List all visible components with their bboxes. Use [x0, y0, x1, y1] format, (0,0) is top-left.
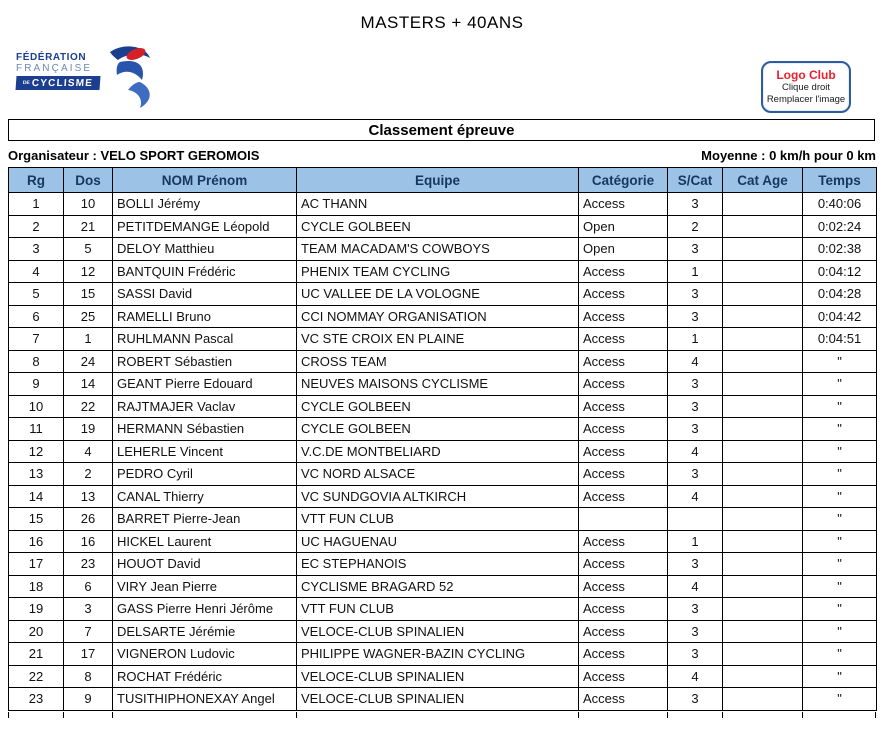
- table-row: [9, 485, 877, 508]
- cell-s-cat: 4: [668, 440, 723, 463]
- cell-rg: 1: [9, 193, 64, 216]
- cell-s-cat: 1: [668, 530, 723, 553]
- cell-s-cat: 3: [668, 688, 723, 711]
- cell-dos: 14: [64, 373, 113, 396]
- cell-s-cat: 4: [668, 350, 723, 373]
- cell-rg: 13: [9, 463, 64, 486]
- federation-logo-line2: FRANÇAISE: [16, 63, 93, 74]
- cell-dos: 3: [64, 598, 113, 621]
- cell-temps: ": [803, 440, 877, 463]
- cell-nom-prenom: GASS Pierre Henri Jérôme: [113, 598, 297, 621]
- federation-logo-line3: CYCLISME: [31, 77, 94, 89]
- cell-cat-age: [723, 643, 803, 666]
- cell-categorie: Access: [579, 485, 668, 508]
- cell-rg: 19: [9, 598, 64, 621]
- cell-equipe: VC NORD ALSACE: [297, 463, 579, 486]
- cell-temps: ": [803, 575, 877, 598]
- table-row: [9, 260, 877, 283]
- cell-temps: 0:02:38: [803, 238, 877, 261]
- cell-nom-prenom: LEHERLE Vincent: [113, 440, 297, 463]
- table-row: [9, 283, 877, 306]
- cell-categorie: Access: [579, 193, 668, 216]
- cell-categorie: Access: [579, 598, 668, 621]
- cell-dos: 7: [64, 620, 113, 643]
- cell-s-cat: 3: [668, 193, 723, 216]
- cell-nom-prenom: GEANT Pierre Edouard: [113, 373, 297, 396]
- table-row: [9, 530, 877, 553]
- cell-cat-age: [723, 350, 803, 373]
- cell-dos: 13: [64, 485, 113, 508]
- federation-logo-line1: FÉDÉRATION: [16, 52, 87, 63]
- table-row: [9, 350, 877, 373]
- cell-s-cat: 3: [668, 553, 723, 576]
- cell-cat-age: [723, 193, 803, 216]
- table-row: [9, 440, 877, 463]
- cell-categorie: Access: [579, 643, 668, 666]
- cell-nom-prenom: VIRY Jean Pierre: [113, 575, 297, 598]
- cell-equipe: PHILIPPE WAGNER-BAZIN CYCLING: [297, 643, 579, 666]
- cell-temps: ": [803, 463, 877, 486]
- cell-equipe: VTT FUN CLUB: [297, 508, 579, 531]
- cell-s-cat: 3: [668, 463, 723, 486]
- cell-temps: ": [803, 418, 877, 441]
- cell-nom-prenom: BANTQUIN Frédéric: [113, 260, 297, 283]
- cell-nom-prenom: VIGNERON Ludovic: [113, 643, 297, 666]
- cell-nom-prenom: SASSI David: [113, 283, 297, 306]
- cell-dos: 26: [64, 508, 113, 531]
- cell-temps: ": [803, 530, 877, 553]
- column-header-dos: Dos: [64, 168, 113, 193]
- cell-s-cat: 4: [668, 665, 723, 688]
- cell-equipe: VELOCE-CLUB SPINALIEN: [297, 665, 579, 688]
- cell-dos: 6: [64, 575, 113, 598]
- cyclist-swoosh-icon: [96, 44, 158, 110]
- cell-rg: 8: [9, 350, 64, 373]
- cell-categorie: Access: [579, 350, 668, 373]
- cell-temps: 0:04:28: [803, 283, 877, 306]
- cell-rg: 3: [9, 238, 64, 261]
- cell-equipe: VC STE CROIX EN PLAINE: [297, 328, 579, 351]
- cell-categorie: Access: [579, 395, 668, 418]
- table-row: [9, 373, 877, 396]
- table-row: [9, 238, 877, 261]
- table-row: [9, 598, 877, 621]
- cell-nom-prenom: ROBERT Sébastien: [113, 350, 297, 373]
- cell-categorie: [579, 508, 668, 531]
- cell-categorie: Open: [579, 215, 668, 238]
- column-header-cat-age: Cat Age: [723, 168, 803, 193]
- cell-s-cat: 3: [668, 283, 723, 306]
- cell-rg: 22: [9, 665, 64, 688]
- cell-rg: 21: [9, 643, 64, 666]
- cell-dos: 9: [64, 688, 113, 711]
- cell-nom-prenom: DELOY Matthieu: [113, 238, 297, 261]
- organizer-label: Organisateur : VELO SPORT GEROMOIS: [8, 147, 260, 163]
- cell-temps: ": [803, 485, 877, 508]
- table-row: [9, 328, 877, 351]
- cell-nom-prenom: PETITDEMANGE Léopold: [113, 215, 297, 238]
- cell-temps: 0:40:06: [803, 193, 877, 216]
- cell-s-cat: 3: [668, 643, 723, 666]
- cell-cat-age: [723, 665, 803, 688]
- cell-categorie: Access: [579, 620, 668, 643]
- cell-s-cat: 3: [668, 395, 723, 418]
- cell-nom-prenom: PEDRO Cyril: [113, 463, 297, 486]
- cell-equipe: V.C.DE MONTBELIARD: [297, 440, 579, 463]
- cell-dos: 5: [64, 238, 113, 261]
- cell-equipe: CCI NOMMAY ORGANISATION: [297, 305, 579, 328]
- cell-s-cat: 4: [668, 485, 723, 508]
- cell-temps: ": [803, 665, 877, 688]
- cell-cat-age: [723, 260, 803, 283]
- cell-cat-age: [723, 373, 803, 396]
- table-row: [9, 463, 877, 486]
- cell-s-cat: 4: [668, 575, 723, 598]
- cell-cat-age: [723, 530, 803, 553]
- cell-equipe: VC SUNDGOVIA ALTKIRCH: [297, 485, 579, 508]
- cell-categorie: Access: [579, 463, 668, 486]
- grid-stub: [578, 712, 579, 718]
- cell-categorie: Access: [579, 328, 668, 351]
- cell-rg: 2: [9, 215, 64, 238]
- cell-dos: 23: [64, 553, 113, 576]
- results-table-body: [9, 193, 877, 711]
- cell-categorie: Access: [579, 440, 668, 463]
- cell-cat-age: [723, 463, 803, 486]
- cell-equipe: CROSS TEAM: [297, 350, 579, 373]
- cell-categorie: Access: [579, 553, 668, 576]
- cell-temps: ": [803, 598, 877, 621]
- cell-temps: 0:04:12: [803, 260, 877, 283]
- cell-rg: 15: [9, 508, 64, 531]
- cell-dos: 17: [64, 643, 113, 666]
- cell-rg: 12: [9, 440, 64, 463]
- page-title: MASTERS + 40ANS: [360, 13, 524, 32]
- cell-rg: 16: [9, 530, 64, 553]
- table-row: [9, 553, 877, 576]
- cell-rg: 9: [9, 373, 64, 396]
- table-row: [9, 575, 877, 598]
- cell-categorie: Access: [579, 688, 668, 711]
- grid-stub: [63, 712, 64, 718]
- cell-equipe: UC HAGUENAU: [297, 530, 579, 553]
- grid-stub: [296, 712, 297, 718]
- cell-rg: 14: [9, 485, 64, 508]
- cell-equipe: PHENIX TEAM CYCLING: [297, 260, 579, 283]
- cell-equipe: CYCLE GOLBEEN: [297, 418, 579, 441]
- cell-dos: 21: [64, 215, 113, 238]
- cell-equipe: NEUVES MAISONS CYCLISME: [297, 373, 579, 396]
- average-label: Moyenne : 0 km/h pour 0 km: [701, 147, 876, 163]
- logo-club-line3: Remplacer l'image: [766, 94, 846, 105]
- cell-equipe: VELOCE-CLUB SPINALIEN: [297, 620, 579, 643]
- logo-club-line2: Clique droit: [781, 82, 831, 93]
- cell-equipe: VELOCE-CLUB SPINALIEN: [297, 688, 579, 711]
- cell-nom-prenom: RUHLMANN Pascal: [113, 328, 297, 351]
- grid-stub: [8, 712, 9, 718]
- cell-nom-prenom: HOUOT David: [113, 553, 297, 576]
- table-row: [9, 215, 877, 238]
- info-line: [8, 146, 876, 164]
- table-row: [9, 193, 877, 216]
- cell-equipe: UC VALLEE DE LA VOLOGNE: [297, 283, 579, 306]
- cell-categorie: Access: [579, 260, 668, 283]
- cell-s-cat: [668, 508, 723, 531]
- cell-equipe: CYCLE GOLBEEN: [297, 395, 579, 418]
- cell-temps: ": [803, 688, 877, 711]
- cell-categorie: Access: [579, 373, 668, 396]
- cell-dos: 15: [64, 283, 113, 306]
- cell-nom-prenom: HICKEL Laurent: [113, 530, 297, 553]
- cell-cat-age: [723, 418, 803, 441]
- cell-temps: ": [803, 643, 877, 666]
- cell-dos: 2: [64, 463, 113, 486]
- cell-cat-age: [723, 395, 803, 418]
- cell-s-cat: 2: [668, 215, 723, 238]
- grid-stub: [112, 712, 113, 718]
- table-row: [9, 688, 877, 711]
- cell-cat-age: [723, 620, 803, 643]
- cell-rg: 4: [9, 260, 64, 283]
- federation-logo-text: [16, 52, 106, 90]
- cell-dos: 10: [64, 193, 113, 216]
- column-header-temps: Temps: [803, 168, 877, 193]
- cell-dos: 24: [64, 350, 113, 373]
- cell-temps: ": [803, 508, 877, 531]
- cell-cat-age: [723, 215, 803, 238]
- cell-dos: 19: [64, 418, 113, 441]
- federation-logo-de: DE: [22, 79, 31, 86]
- cell-temps: ": [803, 350, 877, 373]
- cell-rg: 7: [9, 328, 64, 351]
- cell-nom-prenom: ROCHAT Frédéric: [113, 665, 297, 688]
- cell-nom-prenom: DELSARTE Jérémie: [113, 620, 297, 643]
- cell-dos: 1: [64, 328, 113, 351]
- cell-cat-age: [723, 238, 803, 261]
- cell-nom-prenom: BOLLI Jérémy: [113, 193, 297, 216]
- cell-temps: ": [803, 373, 877, 396]
- table-row: [9, 665, 877, 688]
- grid-stub: [875, 712, 876, 718]
- cell-rg: 20: [9, 620, 64, 643]
- cell-cat-age: [723, 575, 803, 598]
- cell-categorie: Open: [579, 238, 668, 261]
- cell-s-cat: 3: [668, 373, 723, 396]
- results-table: [8, 167, 877, 711]
- column-header-s-cat: S/Cat: [668, 168, 723, 193]
- table-row: [9, 508, 877, 531]
- cell-dos: 8: [64, 665, 113, 688]
- cell-nom-prenom: RAMELLI Bruno: [113, 305, 297, 328]
- grid-stub: [802, 712, 803, 718]
- header-row: [9, 168, 877, 193]
- cell-cat-age: [723, 598, 803, 621]
- cell-s-cat: 1: [668, 260, 723, 283]
- cell-categorie: Access: [579, 530, 668, 553]
- table-row: [9, 643, 877, 666]
- cell-s-cat: 1: [668, 328, 723, 351]
- cell-equipe: VTT FUN CLUB: [297, 598, 579, 621]
- table-row: [9, 305, 877, 328]
- cell-s-cat: 3: [668, 305, 723, 328]
- cell-cat-age: [723, 485, 803, 508]
- cell-equipe: CYCLE GOLBEEN: [297, 215, 579, 238]
- cell-categorie: Access: [579, 575, 668, 598]
- cell-categorie: Access: [579, 283, 668, 306]
- cell-rg: 10: [9, 395, 64, 418]
- cell-rg: 23: [9, 688, 64, 711]
- cell-cat-age: [723, 305, 803, 328]
- cell-dos: 25: [64, 305, 113, 328]
- cell-s-cat: 3: [668, 620, 723, 643]
- cell-rg: 18: [9, 575, 64, 598]
- cell-nom-prenom: BARRET Pierre-Jean: [113, 508, 297, 531]
- cell-rg: 17: [9, 553, 64, 576]
- table-row: [9, 418, 877, 441]
- cell-s-cat: 3: [668, 418, 723, 441]
- cell-dos: 16: [64, 530, 113, 553]
- cell-nom-prenom: RAJTMAJER Vaclav: [113, 395, 297, 418]
- cell-cat-age: [723, 688, 803, 711]
- cell-rg: 6: [9, 305, 64, 328]
- cell-categorie: Access: [579, 665, 668, 688]
- cell-equipe: TEAM MACADAM'S COWBOYS: [297, 238, 579, 261]
- cell-cat-age: [723, 440, 803, 463]
- column-header-equipe: Equipe: [297, 168, 579, 193]
- cell-dos: 4: [64, 440, 113, 463]
- cell-categorie: Access: [579, 305, 668, 328]
- grid-stub: [722, 712, 723, 718]
- logo-club-placeholder[interactable]: [761, 61, 851, 113]
- cell-rg: 11: [9, 418, 64, 441]
- cell-temps: ": [803, 395, 877, 418]
- cell-equipe: AC THANN: [297, 193, 579, 216]
- cell-cat-age: [723, 283, 803, 306]
- cell-temps: 0:04:51: [803, 328, 877, 351]
- cell-nom-prenom: HERMANN Sébastien: [113, 418, 297, 441]
- cell-nom-prenom: TUSITHIPHONEXAY Angel: [113, 688, 297, 711]
- cell-equipe: CYCLISME BRAGARD 52: [297, 575, 579, 598]
- cell-cat-age: [723, 508, 803, 531]
- cell-categorie: Access: [579, 418, 668, 441]
- logo-club-title: Logo Club: [776, 68, 836, 82]
- cell-dos: 12: [64, 260, 113, 283]
- table-row: [9, 395, 877, 418]
- cell-temps: 0:04:42: [803, 305, 877, 328]
- cell-cat-age: [723, 553, 803, 576]
- column-header-nom-prenom: NOM Prénom: [113, 168, 297, 193]
- section-title: Classement épreuve: [8, 119, 875, 141]
- cell-s-cat: 3: [668, 598, 723, 621]
- federation-logo: [10, 44, 160, 110]
- cell-temps: ": [803, 553, 877, 576]
- cell-temps: 0:02:24: [803, 215, 877, 238]
- cell-cat-age: [723, 328, 803, 351]
- results-table-head: [9, 168, 877, 193]
- grid-stub: [667, 712, 668, 718]
- table-row: [9, 620, 877, 643]
- column-header-rg: Rg: [9, 168, 64, 193]
- cell-s-cat: 3: [668, 238, 723, 261]
- cell-temps: ": [803, 620, 877, 643]
- cell-dos: 22: [64, 395, 113, 418]
- cell-equipe: EC STEPHANOIS: [297, 553, 579, 576]
- cell-rg: 5: [9, 283, 64, 306]
- federation-logo-banner: [16, 76, 101, 90]
- cell-nom-prenom: CANAL Thierry: [113, 485, 297, 508]
- column-header-categorie: Catégorie: [579, 168, 668, 193]
